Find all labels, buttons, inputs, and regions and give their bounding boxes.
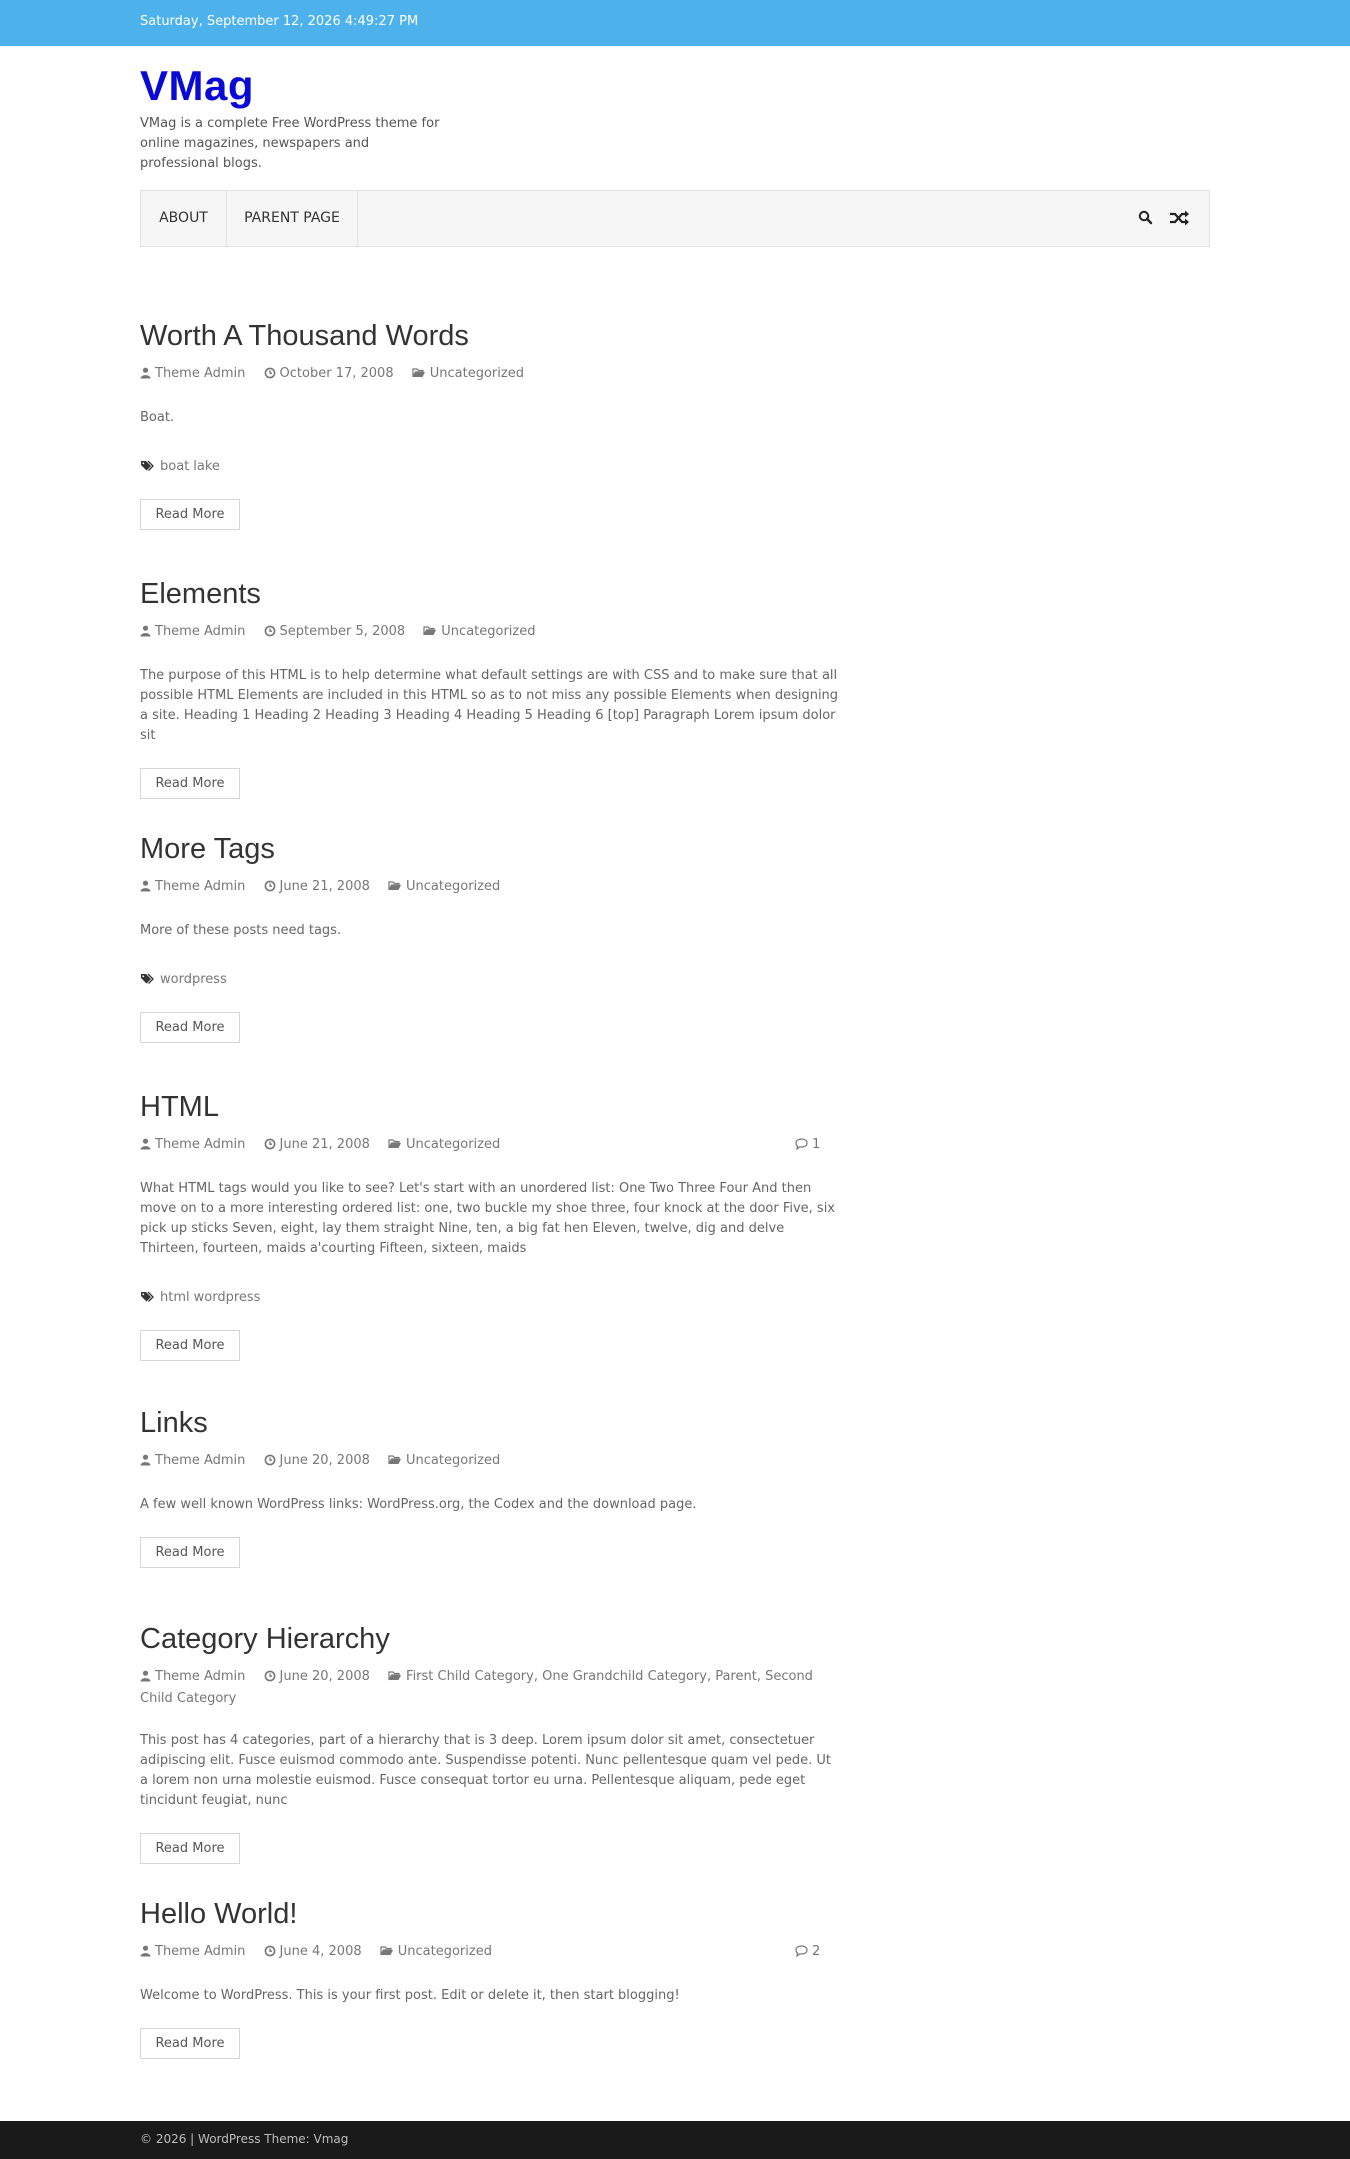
post-category[interactable]: Uncategorized	[380, 1942, 492, 1964]
clock-icon	[264, 1453, 276, 1473]
post-excerpt: More of these posts need tags.	[140, 923, 342, 938]
user-icon	[140, 1453, 151, 1473]
post-category[interactable]: Uncategorized	[388, 877, 500, 899]
post-article	[140, 1896, 840, 2059]
site-title[interactable]: VMag	[140, 62, 255, 109]
post-title[interactable]: HTML	[140, 1091, 219, 1123]
post-category[interactable]: Uncategorized	[388, 1135, 500, 1157]
post-meta	[140, 364, 840, 386]
user-icon	[140, 1944, 151, 1964]
folder-open-icon	[388, 1137, 402, 1157]
post-title[interactable]: Worth A Thousand Words	[140, 320, 469, 352]
post-meta	[140, 1942, 840, 1964]
tag-link[interactable]: wordpress	[160, 972, 227, 987]
post-category[interactable]: Uncategorized	[388, 1451, 500, 1473]
clock-icon	[264, 879, 276, 899]
folder-open-icon	[388, 879, 402, 899]
footer-copyright: © 2026 | WordPress Theme: Vmag	[140, 2132, 349, 2146]
post-excerpt: The purpose of this HTML is to help determine what default settings are with CSS and to make sure that all possible HTML Elements are included in this HTML so as to not miss any possible Elements when designing a site. Heading 1 Heading 2 Heading 3 Heading 4 Heading 5 Heading 6 [top] Paragraph Lorem ipsum dolor sit	[140, 668, 839, 743]
post-category[interactable]: First Child Category, One Grandchild Category, Parent, Second Child Category	[140, 1669, 813, 1706]
clock-icon	[264, 1137, 276, 1157]
read-more-button[interactable]: Read More	[140, 499, 240, 530]
post-author[interactable]: Theme Admin	[140, 622, 245, 644]
read-more-button[interactable]: Read More	[140, 768, 240, 799]
post-author[interactable]: Theme Admin	[140, 1135, 245, 1157]
clock-icon	[264, 366, 276, 386]
post-author[interactable]: Theme Admin	[140, 877, 245, 899]
post-excerpt: A few well known WordPress links: WordPress.org, the Codex and the download page.	[140, 1497, 697, 1512]
post-meta	[140, 1135, 840, 1157]
tag-link[interactable]: lake	[193, 459, 220, 474]
read-more-button[interactable]: Read More	[140, 1012, 240, 1043]
current-date: Saturday, September 12, 2026 4:49:27 PM	[140, 14, 419, 29]
user-icon	[140, 1669, 151, 1689]
nav-item-about[interactable]: ABOUT	[141, 191, 227, 246]
post-date[interactable]: June 20, 2008	[264, 1451, 370, 1473]
post-tags	[140, 970, 840, 992]
post-excerpt: Boat.	[140, 410, 175, 425]
clock-icon	[264, 1669, 276, 1689]
random-icon[interactable]	[1167, 206, 1191, 230]
post-article	[140, 1621, 840, 1864]
post-article	[140, 1405, 840, 1568]
comment-icon	[795, 1137, 808, 1157]
post-excerpt: What HTML tags would you like to see? Let's start with an unordered list: One Two Three Four And then move on to a more interesting ordered list: one, two buckle my shoe three, four knock at the door Five, six pick up sticks Seven, eight, lay them straight Nine, ten, a big fat hen Eleven, twelve, dig and delve Thirteen, fourteen, maids a'courting Fifteen, sixteen, maids	[140, 1181, 836, 1256]
clock-icon	[264, 624, 276, 644]
post-category[interactable]: Uncategorized	[423, 622, 535, 644]
user-icon	[140, 366, 151, 386]
post-article	[140, 576, 840, 799]
post-meta	[140, 1451, 840, 1473]
post-title[interactable]: More Tags	[140, 833, 275, 865]
tags-icon	[140, 1290, 154, 1310]
folder-open-icon	[412, 366, 426, 386]
post-category[interactable]: Uncategorized	[412, 364, 524, 386]
post-title[interactable]: Elements	[140, 578, 261, 610]
tag-link[interactable]: html	[160, 1290, 190, 1305]
post-comments[interactable]: 2	[795, 1942, 820, 1964]
tags-icon	[140, 972, 154, 992]
post-author[interactable]: Theme Admin	[140, 1451, 245, 1473]
post-article	[140, 1089, 840, 1361]
read-more-button[interactable]: Read More	[140, 1833, 240, 1864]
post-tags	[140, 1288, 840, 1310]
post-meta	[140, 622, 840, 644]
site-tagline: VMag is a complete Free WordPress theme for online magazines, newspapers and professional blogs.	[140, 116, 440, 171]
post-title[interactable]: Hello World!	[140, 1898, 298, 1930]
post-excerpt: This post has 4 categories, part of a hierarchy that is 3 deep. Lorem ipsum dolor sit amet, consectetuer adipiscing elit. Fusce euismod commodo ante. Suspendisse potenti. Nunc pellentesque quam vel pede. Ut a lorem non urna molestie euismod. Fusce consequat tortor eu urna. Pellentesque aliquam, pede eget tincidunt feugiat, nunc	[140, 1733, 831, 1808]
comment-icon	[795, 1944, 808, 1964]
post-meta	[140, 1667, 840, 1709]
post-author[interactable]: Theme Admin	[140, 364, 245, 386]
read-more-button[interactable]: Read More	[140, 2028, 240, 2059]
clock-icon	[264, 1944, 276, 1964]
top-bar	[0, 0, 1350, 46]
post-article	[140, 831, 840, 1043]
user-icon	[140, 1137, 151, 1157]
post-author[interactable]: Theme Admin	[140, 1942, 245, 1964]
post-excerpt: Welcome to WordPress. This is your first post. Edit or delete it, then start blogging!	[140, 1988, 680, 2003]
post-date[interactable]: June 21, 2008	[264, 1135, 370, 1157]
post-author[interactable]: Theme Admin	[140, 1667, 245, 1689]
nav-item-parent-page[interactable]: PARENT PAGE	[227, 191, 358, 246]
post-date[interactable]: October 17, 2008	[264, 364, 394, 386]
user-icon	[140, 624, 151, 644]
folder-open-icon	[423, 624, 437, 644]
folder-open-icon	[388, 1669, 402, 1689]
post-meta	[140, 877, 840, 899]
post-date[interactable]: June 4, 2008	[264, 1942, 362, 1964]
read-more-button[interactable]: Read More	[140, 1537, 240, 1568]
folder-open-icon	[380, 1944, 394, 1964]
post-date[interactable]: June 21, 2008	[264, 877, 370, 899]
post-date[interactable]: June 20, 2008	[264, 1667, 370, 1689]
tags-icon	[140, 459, 154, 479]
main-nav	[140, 190, 1210, 247]
tag-link[interactable]: boat	[160, 459, 190, 474]
site-footer	[0, 2121, 1350, 2159]
tag-link[interactable]: wordpress	[193, 1290, 261, 1305]
post-title[interactable]: Links	[140, 1407, 208, 1439]
read-more-button[interactable]: Read More	[140, 1330, 240, 1361]
post-date[interactable]: September 5, 2008	[264, 622, 406, 644]
post-article	[140, 318, 840, 530]
post-tags	[140, 457, 840, 479]
folder-open-icon	[388, 1453, 402, 1473]
post-title[interactable]: Category Hierarchy	[140, 1623, 390, 1655]
search-icon[interactable]	[1134, 206, 1158, 230]
user-icon	[140, 879, 151, 899]
post-comments[interactable]: 1	[795, 1135, 820, 1157]
